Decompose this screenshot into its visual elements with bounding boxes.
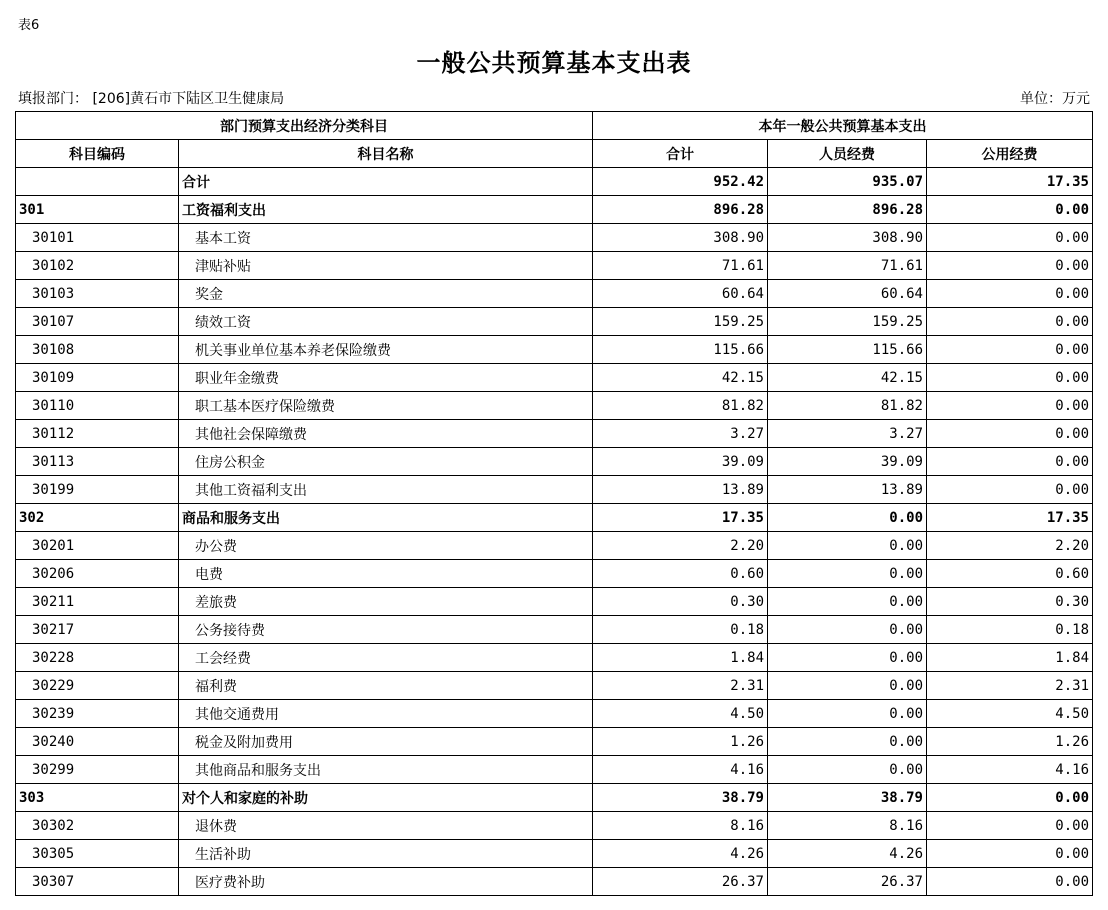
row-name: 福利费 [179, 672, 593, 700]
row-name: 商品和服务支出 [179, 504, 593, 532]
row-total: 8.16 [593, 812, 768, 840]
row-name: 对个人和家庭的补助 [179, 784, 593, 812]
row-public: 4.50 [927, 700, 1093, 728]
row-code: 30102 [16, 252, 179, 280]
row-name: 工会经费 [179, 644, 593, 672]
row-name: 其他社会保障缴费 [179, 420, 593, 448]
row-name: 基本工资 [179, 224, 593, 252]
row-code: 30107 [16, 308, 179, 336]
row-name: 津贴补贴 [179, 252, 593, 280]
row-total: 896.28 [593, 196, 768, 224]
row-code: 30211 [16, 588, 179, 616]
row-personnel: 26.37 [768, 868, 927, 896]
row-name: 绩效工资 [179, 308, 593, 336]
row-name: 其他交通费用 [179, 700, 593, 728]
row-name: 住房公积金 [179, 448, 593, 476]
row-personnel: 0.00 [768, 532, 927, 560]
row-total: 4.16 [593, 756, 768, 784]
table-row [16, 280, 1093, 308]
table-row [16, 504, 1093, 532]
table-row [16, 196, 1093, 224]
row-total: 952.42 [593, 168, 768, 196]
table-row [16, 812, 1093, 840]
row-total: 81.82 [593, 392, 768, 420]
row-total: 0.60 [593, 560, 768, 588]
table-row [16, 672, 1093, 700]
header-basic-expenditure: 本年一般公共预算基本支出 [593, 112, 1093, 140]
row-personnel: 896.28 [768, 196, 927, 224]
row-total: 39.09 [593, 448, 768, 476]
table-row [16, 840, 1093, 868]
row-code: 30201 [16, 532, 179, 560]
row-total: 26.37 [593, 868, 768, 896]
row-total: 4.26 [593, 840, 768, 868]
row-total: 159.25 [593, 308, 768, 336]
row-name: 合计 [179, 168, 593, 196]
row-code: 30228 [16, 644, 179, 672]
page-title: 一般公共预算基本支出表 [416, 48, 692, 77]
row-personnel: 0.00 [768, 756, 927, 784]
table-row [16, 420, 1093, 448]
row-name: 退休费 [179, 812, 593, 840]
row-code: 30217 [16, 616, 179, 644]
table-row [16, 616, 1093, 644]
table-row [16, 448, 1093, 476]
row-code: 30199 [16, 476, 179, 504]
row-name: 其他工资福利支出 [179, 476, 593, 504]
row-personnel: 81.82 [768, 392, 927, 420]
row-code: 30109 [16, 364, 179, 392]
table-row [16, 700, 1093, 728]
row-public: 2.20 [927, 532, 1093, 560]
table-row [16, 560, 1093, 588]
row-code: 30103 [16, 280, 179, 308]
col-header-total: 合计 [593, 140, 768, 168]
row-total: 308.90 [593, 224, 768, 252]
row-public: 1.84 [927, 644, 1093, 672]
table-row [16, 364, 1093, 392]
row-personnel: 159.25 [768, 308, 927, 336]
row-name: 机关事业单位基本养老保险缴费 [179, 336, 593, 364]
row-code: 30307 [16, 868, 179, 896]
filing-department-name: [206]黄石市下陆区卫生健康局 [92, 91, 285, 107]
row-code: 30302 [16, 812, 179, 840]
col-header-name: 科目名称 [179, 140, 593, 168]
filing-department [18, 88, 284, 108]
row-public: 0.00 [927, 868, 1093, 896]
row-name: 办公费 [179, 532, 593, 560]
row-total: 0.30 [593, 588, 768, 616]
row-total: 17.35 [593, 504, 768, 532]
table-row [16, 532, 1093, 560]
table-row [16, 252, 1093, 280]
row-total: 1.84 [593, 644, 768, 672]
filing-department-label: 填报部门： [18, 91, 88, 107]
row-total: 1.26 [593, 728, 768, 756]
row-code: 30299 [16, 756, 179, 784]
row-personnel: 71.61 [768, 252, 927, 280]
row-personnel: 0.00 [768, 560, 927, 588]
row-public: 0.00 [927, 784, 1093, 812]
currency-unit: 单位：万元 [1020, 91, 1090, 107]
col-header-personnel: 人员经费 [768, 140, 927, 168]
row-total: 60.64 [593, 280, 768, 308]
row-name: 税金及附加费用 [179, 728, 593, 756]
row-personnel: 0.00 [768, 616, 927, 644]
table-row [16, 392, 1093, 420]
row-name: 其他商品和服务支出 [179, 756, 593, 784]
table-row [16, 756, 1093, 784]
col-header-public: 公用经费 [927, 140, 1093, 168]
row-total: 42.15 [593, 364, 768, 392]
header-economic-classification: 部门预算支出经济分类科目 [16, 112, 593, 140]
row-name: 电费 [179, 560, 593, 588]
row-total: 3.27 [593, 420, 768, 448]
row-personnel: 3.27 [768, 420, 927, 448]
row-public: 0.00 [927, 840, 1093, 868]
table-row [16, 728, 1093, 756]
row-personnel: 308.90 [768, 224, 927, 252]
row-code: 301 [16, 196, 179, 224]
row-total: 2.31 [593, 672, 768, 700]
row-public: 0.00 [927, 812, 1093, 840]
table-row [16, 308, 1093, 336]
row-code: 30113 [16, 448, 179, 476]
row-total: 38.79 [593, 784, 768, 812]
header-group-row [16, 112, 1093, 140]
row-public: 0.00 [927, 448, 1093, 476]
row-name: 公务接待费 [179, 616, 593, 644]
row-personnel: 8.16 [768, 812, 927, 840]
table-row [16, 644, 1093, 672]
row-personnel: 0.00 [768, 672, 927, 700]
col-header-code: 科目编码 [16, 140, 179, 168]
row-code: 303 [16, 784, 179, 812]
row-name: 差旅费 [179, 588, 593, 616]
row-public: 0.18 [927, 616, 1093, 644]
row-public: 0.00 [927, 336, 1093, 364]
row-public: 0.00 [927, 224, 1093, 252]
row-code: 30240 [16, 728, 179, 756]
row-code: 30239 [16, 700, 179, 728]
row-public: 17.35 [927, 168, 1093, 196]
table-row [16, 224, 1093, 252]
row-personnel: 60.64 [768, 280, 927, 308]
expenditure-table [15, 111, 1093, 896]
row-personnel: 0.00 [768, 700, 927, 728]
table-row [16, 784, 1093, 812]
row-total: 71.61 [593, 252, 768, 280]
row-personnel: 42.15 [768, 364, 927, 392]
row-code: 30305 [16, 840, 179, 868]
row-code: 30108 [16, 336, 179, 364]
row-personnel: 38.79 [768, 784, 927, 812]
header-column-row [16, 140, 1093, 168]
row-public: 0.00 [927, 420, 1093, 448]
row-public: 0.00 [927, 476, 1093, 504]
row-code: 30112 [16, 420, 179, 448]
row-personnel: 4.26 [768, 840, 927, 868]
row-public: 0.00 [927, 392, 1093, 420]
row-public: 0.00 [927, 196, 1093, 224]
row-personnel: 0.00 [768, 504, 927, 532]
row-name: 职业年金缴费 [179, 364, 593, 392]
row-personnel: 115.66 [768, 336, 927, 364]
row-code [16, 168, 179, 196]
row-code: 30229 [16, 672, 179, 700]
row-personnel: 13.89 [768, 476, 927, 504]
row-public: 0.00 [927, 308, 1093, 336]
row-code: 30110 [16, 392, 179, 420]
row-total: 115.66 [593, 336, 768, 364]
table-row [16, 336, 1093, 364]
row-personnel: 39.09 [768, 448, 927, 476]
table-number: 表6 [18, 18, 40, 33]
row-public: 0.00 [927, 252, 1093, 280]
row-code: 30101 [16, 224, 179, 252]
table-row [16, 168, 1093, 196]
row-personnel: 0.00 [768, 588, 927, 616]
row-public: 0.00 [927, 280, 1093, 308]
row-public: 4.16 [927, 756, 1093, 784]
row-name: 生活补助 [179, 840, 593, 868]
row-personnel: 0.00 [768, 644, 927, 672]
row-name: 职工基本医疗保险缴费 [179, 392, 593, 420]
row-public: 1.26 [927, 728, 1093, 756]
row-total: 13.89 [593, 476, 768, 504]
table-row [16, 476, 1093, 504]
row-name: 奖金 [179, 280, 593, 308]
row-name: 工资福利支出 [179, 196, 593, 224]
row-code: 30206 [16, 560, 179, 588]
row-total: 4.50 [593, 700, 768, 728]
row-public: 2.31 [927, 672, 1093, 700]
table-row [16, 588, 1093, 616]
row-public: 0.60 [927, 560, 1093, 588]
row-personnel: 0.00 [768, 728, 927, 756]
table-row [16, 868, 1093, 896]
row-public: 0.30 [927, 588, 1093, 616]
row-name: 医疗费补助 [179, 868, 593, 896]
row-public: 0.00 [927, 364, 1093, 392]
row-public: 17.35 [927, 504, 1093, 532]
row-code: 302 [16, 504, 179, 532]
row-total: 0.18 [593, 616, 768, 644]
row-personnel: 935.07 [768, 168, 927, 196]
row-total: 2.20 [593, 532, 768, 560]
